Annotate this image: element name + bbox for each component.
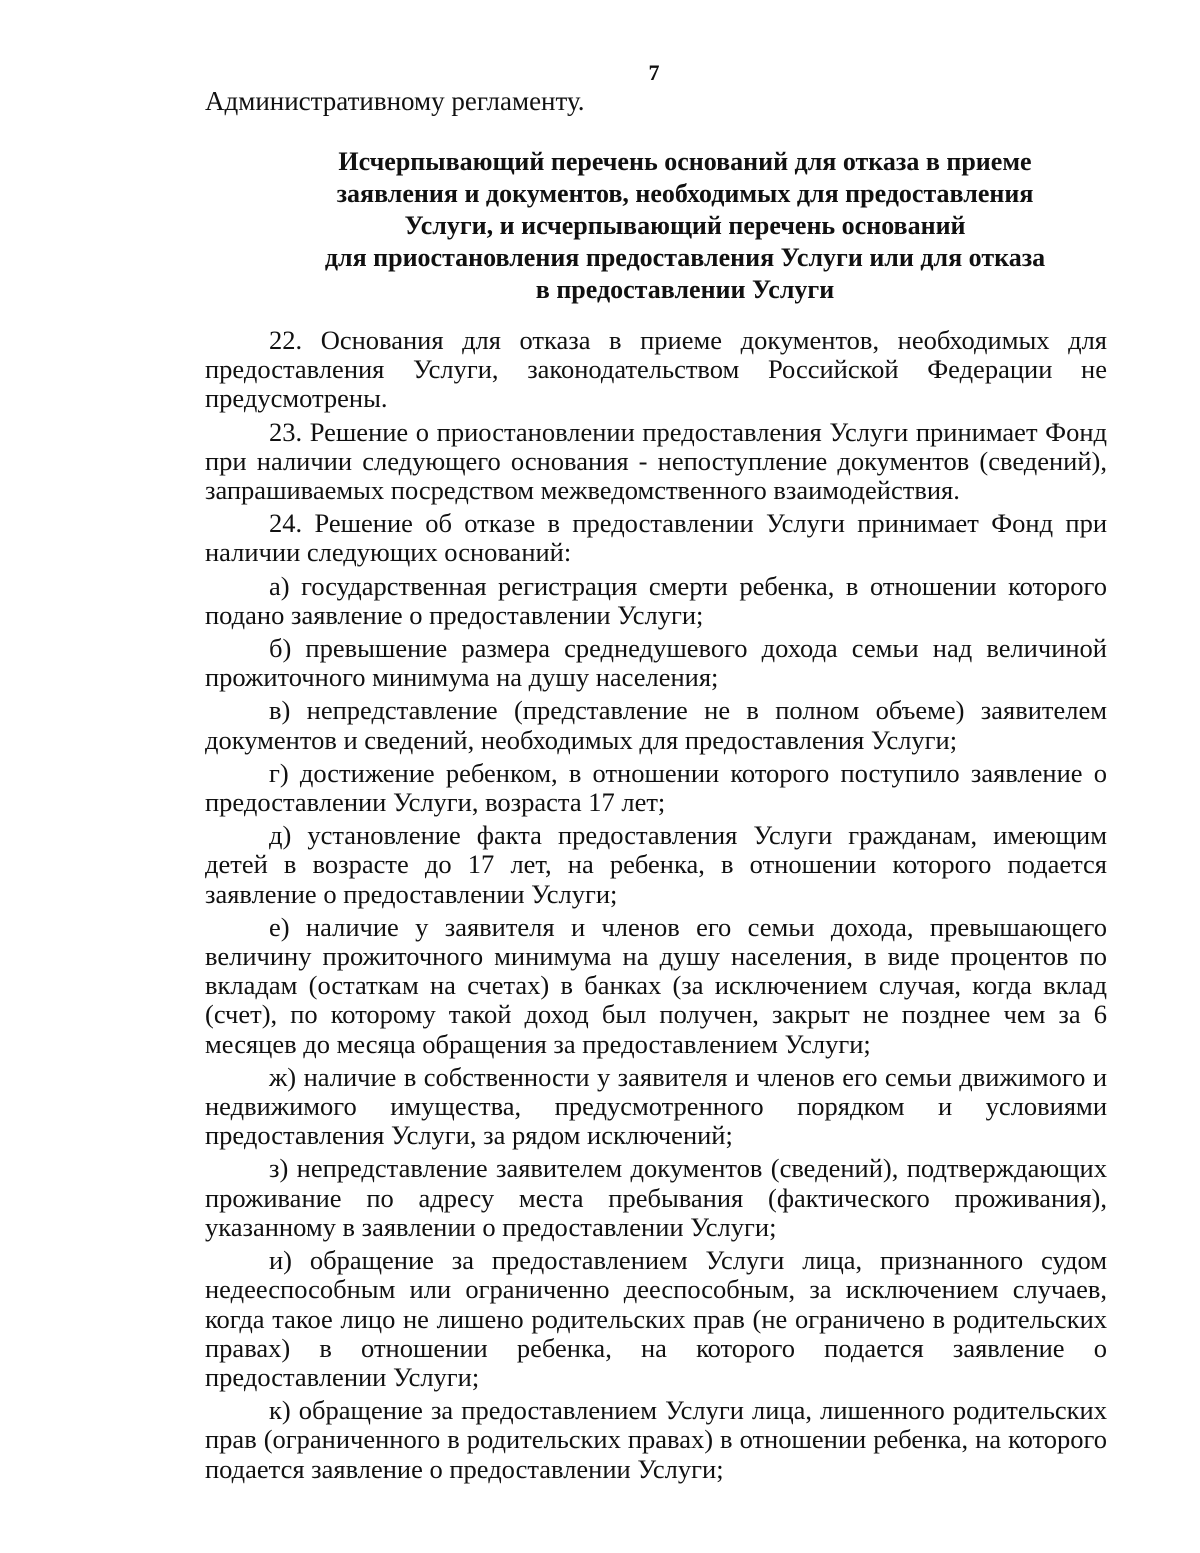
list-item-e: е) наличие у заявителя и членов его семьи дохода, превышающего величину прожиточного минимума на душу населения, в виде процентов по вкладам (остаткам на счетах) в банках (за исключением случая, когда вклад (счет), по которому такой доход был получен, закрыт не позднее чем за 6 месяцев до месяца обращения за предоставлением Услуги; [205,911,1107,1059]
continuation-line: Административному регламенту. [205,86,585,116]
list-item-g: г) достижение ребенком, в отношении которого поступило заявление о предоставлении Услуги, возраста 17 лет; [205,757,1107,818]
heading-line: Исчерпывающий перечень оснований для отказа в приеме [338,147,1032,176]
body-text [205,326,1107,1488]
section-heading [280,146,1090,306]
heading-line: заявления и документов, необходимых для предоставления [336,179,1034,208]
page-number: 7 [648,60,660,85]
list-item-zh: ж) наличие в собственности у заявителя и членов его семьи движимого и недвижимого имущества, предусмотренного порядком и условиями предоставления Услуги, за рядом исключений; [205,1061,1107,1151]
paragraph-24: 24. Решение об отказе в предоставлении Услуги принимает Фонд при наличии следующих оснований: [205,508,1107,568]
paragraph-23: 23. Решение о приостановлении предоставления Услуги принимает Фонд при наличии следующего основания - непоступление документов (сведений), запрашиваемых посредством межведомственного взаимодействия. [205,416,1107,506]
list-item-z: з) непредставление заявителем документов (сведений), подтверждающих проживание по адресу места пребывания (фактического проживания), указанному в заявлении о предоставлении Услуги; [205,1153,1107,1242]
heading-line: в предоставлении Услуги [535,275,835,304]
list-item-b: б) превышение размера среднедушевого дохода семьи над величиной прожиточного минимума на душу населения; [205,633,1107,693]
list-item-d: д) установление факта предоставления Услуги гражданам, имеющим детей в возрасте до 17 лет, на ребенка, в отношении которого подается заявление о предоставлении Услуги; [205,820,1107,909]
list-item-i: и) обращение за предоставлением Услуги лица, признанного судом недееспособным или ограниченно дееспособным, за исключением случаев, когда такое лицо не лишено родительских прав (не ограничено в родительских правах) в отношении ребенка, на которого подается заявление о предоставлении Услуги; [205,1245,1107,1392]
paragraph-22: 22. Основания для отказа в приеме документов, необходимых для предоставления Услуги, законодательством Российской Федерации не предусмотрены. [205,325,1107,414]
heading-line: Услуги, и исчерпывающий перечень оснований [404,211,966,240]
list-item-a: а) государственная регистрация смерти ребенка, в отношении которого подано заявление о предоставлении Услуги; [205,570,1107,630]
list-item-k: к) обращение за предоставлением Услуги лица, лишенного родительских прав (ограниченного в родительских правах) в отношении ребенка, на которого подается заявление о предоставлении Услуги; [205,1395,1107,1484]
list-item-v: в) непредставление (представление не в полном объеме) заявителем документов и сведений, необходимых для предоставления Услуги; [205,695,1107,755]
heading-line: для приостановления предоставления Услуги или для отказа [324,243,1046,272]
